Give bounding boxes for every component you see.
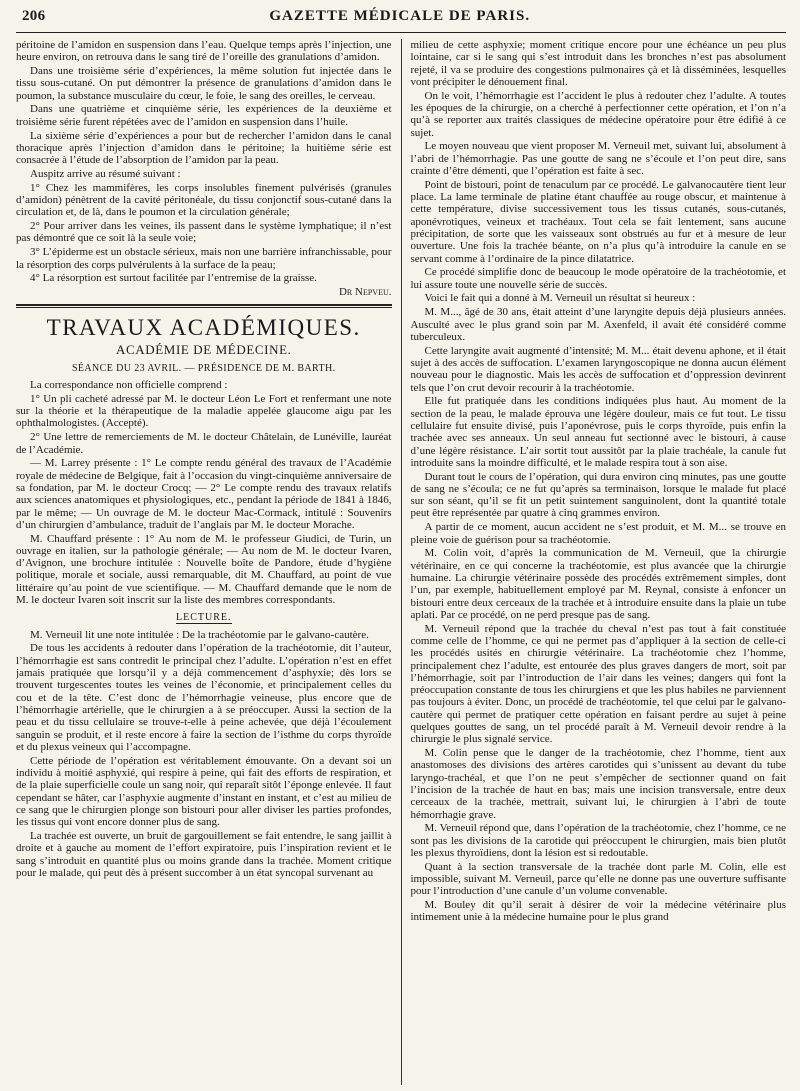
paragraph: Elle fut pratiquée dans les conditions indiquées plus haut. Au moment de la section de la peau, le malade éprouva une légère douleur, mais ce fut tout. Le tissu cellulaire fut ensuite divisé, puis l’aponévrose, puis le corps thyroïde, puis enfin la trachée avec ses anneaux. Un seul anneau fut sectionné avec le bistouri, à cause d’une légère résistance. L’air sortit tout aussitôt par la plaie trachéale, la canule fut introduite sans la moindre difficulté, et le malade respira tout à son aise. xyxy=(410,395,786,469)
paragraph: Durant tout le cours de l’opération, qui dura environ cinq minutes, pas une goutte de sang ne s’écoula; ce ne fut qu’après sa terminaison, lorsque le malade fut placé sur son séant, qu’il se fit un petit suintement sanguinolent, dont la quantité totale peut être représentée par quatre à cinq grammes environ. xyxy=(410,470,786,520)
paragraph: La correspondance non officielle comprend : xyxy=(30,379,228,392)
paragraph: 2° Une lettre de remerciements de M. le docteur Châtelain, de Lunéville, lauréat de l’Académie. xyxy=(16,431,392,456)
publication-title: GAZETTE MÉDICALE DE PARIS. xyxy=(269,8,531,24)
section-subtitle: ACADÉMIE DE MÉDECINE. xyxy=(116,342,292,358)
paragraph: A partir de ce moment, aucun accident ne s’est produit, et M. M... se trouve en pleine voie de guérison pour sa trachéotomie. xyxy=(410,521,786,546)
paragraph: péritoine de l’amidon en suspension dans l’eau. Quelque temps après l’injection, une heure environ, on retrouva dans le sang tiré de l’oreille des granulations d’amidon. xyxy=(16,39,392,64)
paragraph: M. M..., âgé de 30 ans, était atteint d’une laryngite depuis déjà plusieurs années. Ausculté avec le plus grand soin par M. Axenfeld, il avait été considéré comme tuberculeux. xyxy=(410,306,786,343)
paragraph: M. Bouley dit qu’il serait à désirer de voir la médecine vétérinaire plus intimement unie à la médecine humaine pour le plus grand xyxy=(410,899,786,924)
paragraph: Quant à la section transversale de la trachée dont parle M. Colin, elle est impossible, suivant M. Verneuil, parce qu’elle ne donne pas une ouverture suffisante pour l’introduction d’une canule d’un volume convenable. xyxy=(410,860,786,898)
section-divider xyxy=(16,304,392,308)
left-column xyxy=(16,39,402,1085)
session-heading: SÉANCE DU 23 AVRIL. — PRÉSIDENCE DE M. BARTH. xyxy=(71,362,336,374)
paragraph: 1° Chez les mammifères, les corps insolubles finement pulvérisés (granules d’amidon) pénètrent de la cavité péritonéale, du tissu conjonctif sous-cutané dans la circulation et, de là, dans le poumon et la circulation générale; xyxy=(16,181,392,219)
paragraph: 4° La résorption est surtout facilitée par l’entremise de la graisse. xyxy=(30,272,317,285)
page-number: 206 xyxy=(22,8,46,24)
right-column xyxy=(402,39,787,1085)
paragraph: M. Verneuil lit une note intitulée : De la trachéotomie par le galvano-cautère. xyxy=(30,628,369,641)
paragraph: On le voit, l’hémorrhagie est l’accident le plus à redouter chez l’adulte. A toutes les époques de la chirurgie, on a cherché à perfectionner cette opération, et l’on n’a qu’à se reporter aux traités classiques de médecine opératoire pour être édifié à ce sujet. xyxy=(410,89,786,139)
paragraph: La trachée est ouverte, un bruit de gargouillement se fait entendre, le sang jaillit à droite et à gauche au moment de l’effort expiratoire, puis l’inspiration revient et le sang s’introduit en quantité plus ou moins grande dans la trachée. Moment critique pour le malade, qui peut dès à présent succomber à un état syncopal survenant au xyxy=(16,829,392,879)
author-signature: Dr Nepveu. xyxy=(338,286,392,299)
paragraph: M. Colin voit, d’après la communication de M. Verneuil, que la chirurgie vétérinaire, en ce qui concerne la trachéotomie, est plus avancée que la chirurgie humaine. La chirurgie vétérinaire possède des procédés extrêmement simples, dont l’un, par exemple, habituellement employé par M. Reynal, consiste à enfoncer un bistouri entre deux cerceaux de la trachée et à introduire ensuite dans la plaie un tube aplati. Par ce procédé, on ne perd presque pas de sang. xyxy=(410,547,786,621)
paragraph: 3° L’épiderme est un obstacle sérieux, mais non une barrière infranchissable, pour la résorption des corps pulvérulents à la surface de la peau; xyxy=(16,246,392,271)
page-header xyxy=(16,8,786,33)
paragraph: Ce procédé simplifie donc de beaucoup le mode opératoire de la trachéotomie, et lui assure toute une nouvelle série de succès. xyxy=(410,266,786,291)
lecture-heading: LECTURE. xyxy=(176,612,232,624)
paragraph: 2° Pour arriver dans les veines, ils passent dans le système lymphatique; il n’est pas démontré que ce soit là la seule voie; xyxy=(16,220,392,245)
paragraph: Cette période de l’opération est véritablement émouvante. On a devant soi un individu à moitié asphyxié, qui respire à peine, qui fait des efforts de respiration, et de la plaie superficielle coule un sang noir, qui reparaît sitôt l’éponge enlevée. Il faut cependant se hâter, car l’asphyxie augmente d’instant en instant, et c’est au milieu de ce sang que le chirurgien plonge son bistouri pour aller diviser les parties profondes, les tissus qui vont encore donner plus de sang. xyxy=(16,754,392,829)
paragraph: Voici le fait qui a donné à M. Verneuil un résultat si heureux : xyxy=(424,292,696,305)
paragraph: milieu de cette asphyxie; moment critique encore pour une échéance un peu plus lointaine, car si le sang qui s’est introduit dans les bronches n’est pas absolument rejeté, il va se produire des congestions pulmonaires çà et là disséminées, lesquelles vont précipiter le dénouement final. xyxy=(410,39,786,88)
paragraph: Point de bistouri, point de tenaculum par ce procédé. Le galvanocautère tient leur place. La lame terminale de platine étant chauffée au rouge obscur, et maintenue à cette température, divise successivement tous les tissus cutanés, sous-cutanés, aponévrotiques, veineux et trachéaux. Tout cela se fait lentement, sans aucune précipitation, de sorte que les vaisseaux sont obstrués au fur et à mesure de leur ouverture. Une fois la trachée béante, on n’a plus qu’à introduire la canule en se servant comme à l’ordinaire de la pince dilatatrice. xyxy=(410,178,786,265)
paragraph: M. Verneuil répond que la trachée du cheval n’est pas tout à fait constituée comme celle de l’homme, ce qui ne permet pas d’appliquer à la section de celle-ci les procédés usités en chirurgie vétérinaire. La trachéotomie chez l’homme, principalement chez l’adulte, est entourée des plus graves dangers de mort, soit par l’hémorrhagie, soit par l’introduction de l’air dans les veines; dangers qui font la préoccupation constante de tous les chirurgiens et que les plus habiles ne parviennent pas toujours à éviter. Donc, un procédé de trachéotomie, tel que celui par le galvano-cautère qui permet de pratiquer cette opération en faisant perdre au sujet à peine quelques gouttes de sang, un tel procédé paraît à M. Verneuil devoir rendre à la chirurgie le plus signalé service. xyxy=(410,622,786,746)
paragraph: 1° Un pli cacheté adressé par M. le docteur Léon Le Fort et renfermant une note sur la théorie et la thérapeutique de la maladie appelée glaucome aigu par les ophthalmologistes. (Accepté). xyxy=(16,392,392,430)
paragraph: Dans une troisième série d’expériences, la même solution fut injectée dans le tissu sous-cutané. On put démontrer la présence de granulations d’amidon dans le poumon, la substance musculaire du cœur, le foie, le sang des oreilles, le cerveau. xyxy=(16,65,392,102)
paragraph: Dans une quatrième et cinquième série, les expériences de la deuxième et troisième série furent répétées avec de l’amidon en suspension dans l’huile. xyxy=(16,103,392,128)
paragraph: M. Colin pense que le danger de la trachéotomie, chez l’homme, tient aux anastomoses des divisions des artères carotides qui s’unissent au devant du tube laryngo-trachéal, et que l’on ne peut s’empêcher de sectionner quand on fait l’incision de la trachée de haut en bas; mais une incision transversale, entre deux cerceaux de la trachée, mettrait, suivant lui, le chirurgien à l’abri de toute hémorrhagie grave. xyxy=(410,747,786,821)
paragraph: Le moyen nouveau que vient proposer M. Verneuil met, suivant lui, absolument à l’abri de l’hémorrhagie. Pas une goutte de sang ne s’écoule et l’on peut dire, sans crainte d’être démenti, que l’opération est faite à sec. xyxy=(410,140,786,177)
section-title: TRAVAUX ACADÉMIQUES. xyxy=(46,315,361,341)
paragraph: Auspitz arrive au résumé suivant : xyxy=(30,167,181,180)
paragraph: M. Verneuil répond que, dans l’opération de la trachéotomie, chez l’homme, ce ne sont pas les divisions de la carotide qui préoccupent le chirurgien, mais bien plutôt les plexus thyroïdiens, dont la lésion est si redoutable. xyxy=(410,822,786,859)
paragraph: — M. Larrey présente : 1° Le compte rendu général des travaux de l’Académie royale de médecine de Belgique, fait à l’occasion du vingt-cinquième anniversaire de sa fondation, par M. le docteur Crocq; — 2° Le compte rendu des travaux relatifs aux sciences anatomiques et physiologiques, etc., pendant la période de 1841 à 1846, par le même; — Un ouvrage de M. le docteur Mac-Cormack, intitulé : Souvenirs d’un chirurgien d’ambulance, traduit de l’anglais par M. le docteur Morache. xyxy=(16,457,392,531)
paragraph: Cette laryngite avait augmenté d’intensité; M. M... était devenu aphone, et il était sujet à des accès de suffocation. L’examen laryngoscopique ne donna aucun élément nouveau pour le diagnostic. Mais les accès de suffocation et d’oppression devinrent tels que l’on crut devoir recourir à la trachéotomie. xyxy=(410,344,786,394)
paragraph: De tous les accidents à redouter dans l’opération de la trachéotomie, dit l’auteur, l’hémorrhagie est sans contredit le principal chez l’adulte. L’opération n’est en effet jamais pratiquée que lorsqu’il y a déjà commencement d’asphyxie; dès lors se trouvent turgescentes toutes les veines de l’économie, et principalement celles du cou et de la tête. C’est donc de l’hémorrhagie veineuse, plus encore que de l’hémorrhagie artérielle, que le chirurgien a à se préoccuper. Aussi la section de la peau et du tissu cellulaire se trouve-t-elle à peine achevée, que déjà l’écoulement sanguin se produit, et il reste encore à faire la section de l’isthme du corps thyroïde et du plexus veineux qui l’accompagne. xyxy=(16,642,392,753)
paragraph: La sixième série d’expériences a pour but de rechercher l’amidon dans le canal thoracique après l’injection d’amidon dans le péritoine; la huitième série est consacrée à l’étude de l’absorption de l’amidon par la peau. xyxy=(16,129,392,167)
paragraph: M. Chauffard présente : 1° Au nom de M. le professeur Giudici, de Turin, un ouvrage en italien, sur la pathologie générale; — Au nom de M. le docteur Ivaren, d’Avignon, une brochure intitulée : Nouvelle boîte de Pandore, étude d’hygiène politique, morale et sociale, aussi remarquable, dit M. Chauffard, au point de vue littéraire qu’au point de vue scientifique. — M. Chauffard demande que le nom de M. le docteur Ivaren soit inscrit sur la liste des membres correspondants. xyxy=(16,532,392,607)
